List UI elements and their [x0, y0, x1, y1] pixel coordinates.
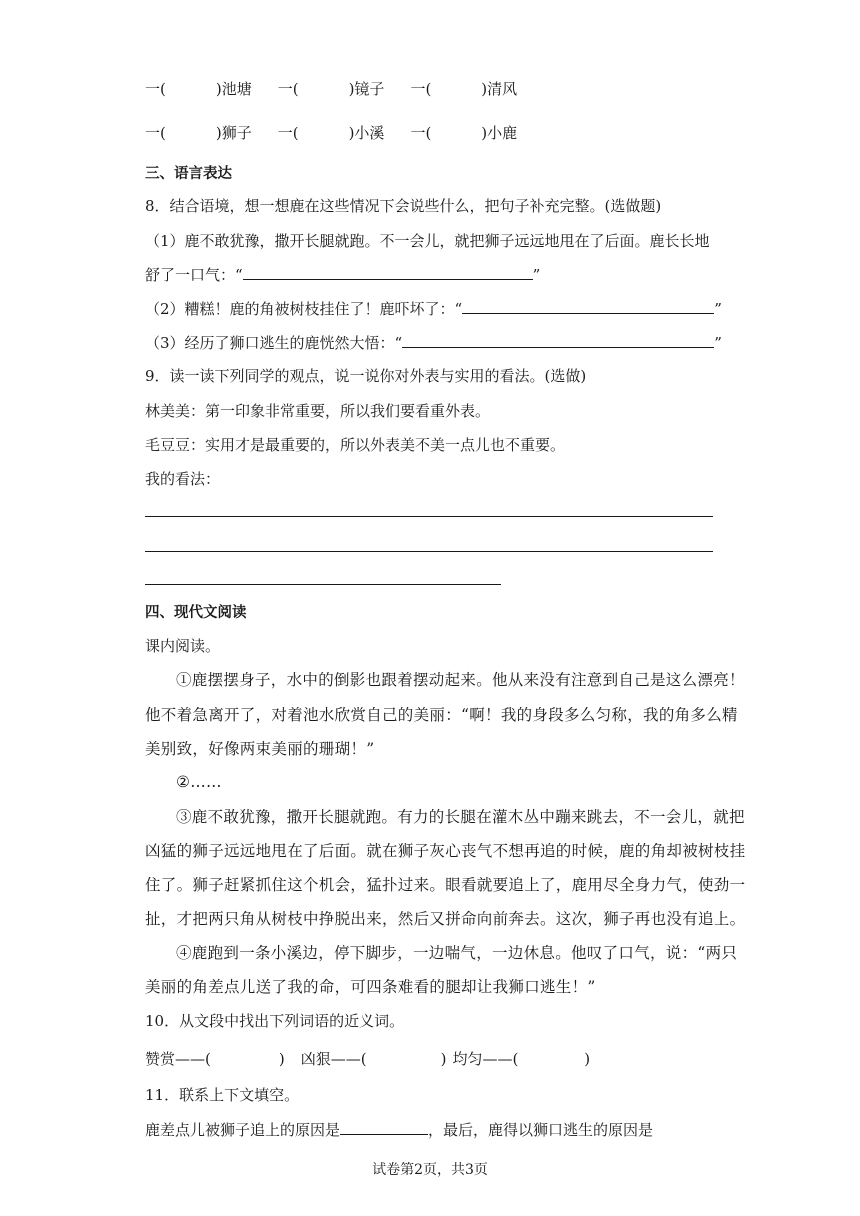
- q10-word-praise: 赞赏——(: [145, 1050, 211, 1068]
- q11-text-part-b: ，最后，鹿得以狮口逃生的原因是: [428, 1121, 654, 1139]
- q7-item-deer-suffix: )小鹿: [481, 124, 518, 142]
- q8-part1-line2: [145, 265, 540, 285]
- section3-title: 三、语言表达: [145, 166, 232, 182]
- passage-para4-line1: ④鹿跑到一条小溪边，停下脚步，一边喘气，一边休息。他叹了口气，说：“两只: [176, 944, 738, 962]
- passage-para3-line4: 扯，才把两只角从树枝中挣脱出来，然后又拼命向前奔去。这次，狮子再也没有追上。: [145, 910, 746, 928]
- q7-item-mirror-suffix: )镜子: [348, 80, 385, 98]
- q11-answer-line-1[interactable]: [340, 1120, 428, 1135]
- q8-part3: [145, 333, 722, 353]
- q7-item-pond-suffix: )池塘: [215, 80, 252, 98]
- q8-part3-lead: （3）经历了狮口逃生的鹿恍然大悟：“: [145, 334, 403, 352]
- q7-item-breeze-suffix: )清风: [481, 80, 518, 98]
- passage-para4-line2: 美丽的角差点儿送了我的命，可四条难看的腿却让我狮口逃生！”: [145, 978, 596, 996]
- q9-answer-line-1[interactable]: [145, 516, 713, 517]
- q7-item-stream-prefix: 一(: [277, 124, 299, 142]
- section4-title: 四、现代文阅读: [145, 605, 247, 621]
- q7-item-lion-suffix: )狮子: [215, 124, 252, 142]
- q8-stem: 8．结合语境，想一想鹿在这些情况下会说些什么，把句子补充完整。(选做题): [145, 197, 662, 215]
- page-footer: 试卷第2页，共3页: [372, 1162, 488, 1178]
- q8-part2-lead: （2）糟糕！鹿的角被树枝挂住了！鹿吓坏了：“: [145, 300, 463, 318]
- q10-close-1: ): [278, 1050, 285, 1068]
- q10-close-2: ): [440, 1050, 447, 1068]
- q10-word-fierce: 凶狠——(: [300, 1050, 367, 1068]
- q9-my-view-label: 我的看法：: [145, 470, 221, 488]
- passage-para3-line1: ③鹿不敢犹豫，撒开长腿就跑。有力的长腿在灌木丛中蹦来跳去，不一会儿，就把: [176, 808, 745, 826]
- passage-para3-line3: 住了。狮子赶紧抓住这个机会，猛扑过来。眼看就要追上了，鹿用尽全身力气，使劲一: [145, 876, 746, 894]
- q11-text-part-a: 鹿差点儿被狮子追上的原因是: [145, 1121, 341, 1139]
- q8-close-quote-1: ”: [532, 266, 541, 284]
- q8-answer-line-2[interactable]: [462, 299, 714, 314]
- q8-answer-line-1[interactable]: [243, 265, 533, 280]
- q7-row1: [145, 79, 517, 99]
- passage-para1-line2: 他不着急离开了，对着池水欣赏自己的美丽：“啊！我的身段多么匀称，我的角多么精: [145, 706, 738, 724]
- passage-para3-line2: 凶猛的狮子远远地甩在了后面。就在狮子灰心丧气不想再追的时候，鹿的角却被树枝挂: [145, 842, 746, 860]
- q9-stem: 9．读一读下列同学的观点，说一说你对外表与实用的看法。(选做): [145, 367, 587, 385]
- q8-answer-line-3[interactable]: [402, 333, 714, 348]
- q8-part1-lead: 舒了一口气：“: [145, 266, 243, 284]
- q7-item-deer-prefix: 一(: [410, 124, 432, 142]
- q7-item-pond-prefix: 一(: [145, 80, 166, 98]
- q9-view-linmeimei: 林美美：第一印象非常重要，所以我们要看重外表。: [145, 402, 491, 420]
- q9-view-maodoudou: 毛豆豆：实用才是最重要的，所以外表美不美一点儿也不重要。: [145, 436, 566, 454]
- q7-item-stream-suffix: )小溪: [348, 124, 385, 142]
- q10-items: [145, 1049, 590, 1069]
- q7-row2: [145, 123, 517, 143]
- q8-part2: [145, 299, 722, 319]
- q11-stem: 11．联系上下文填空。: [145, 1086, 300, 1104]
- q8-close-quote-2: ”: [714, 300, 722, 318]
- q8-close-quote-3: ”: [714, 334, 722, 352]
- q10-stem: 10．从文段中找出下列词语的近义词。: [145, 1012, 405, 1030]
- reading-intro: 课内阅读。: [145, 637, 221, 655]
- q9-answer-line-3[interactable]: [145, 584, 501, 585]
- q8-part1-line1: （1）鹿不敢犹豫，撒开长腿就跑。不一会儿，就把狮子远远地甩在了后面。鹿长长地: [145, 232, 710, 250]
- q7-item-lion-prefix: 一(: [145, 124, 166, 142]
- q9-answer-line-2[interactable]: [145, 551, 713, 552]
- q7-item-mirror-prefix: 一(: [277, 80, 299, 98]
- q11-text: [145, 1120, 653, 1140]
- passage-para2: ②……: [176, 773, 222, 791]
- passage-para1-line1: ①鹿摆摆身子，水中的倒影也跟着摆动起来。他从来没有注意到自己是这么漂亮！: [176, 671, 745, 689]
- passage-para1-line3: 美别致，好像两束美丽的珊瑚！”: [145, 740, 375, 758]
- q7-item-breeze-prefix: 一(: [410, 80, 432, 98]
- q10-word-even: 均匀——(: [452, 1050, 519, 1068]
- q10-close-3: ): [584, 1050, 591, 1068]
